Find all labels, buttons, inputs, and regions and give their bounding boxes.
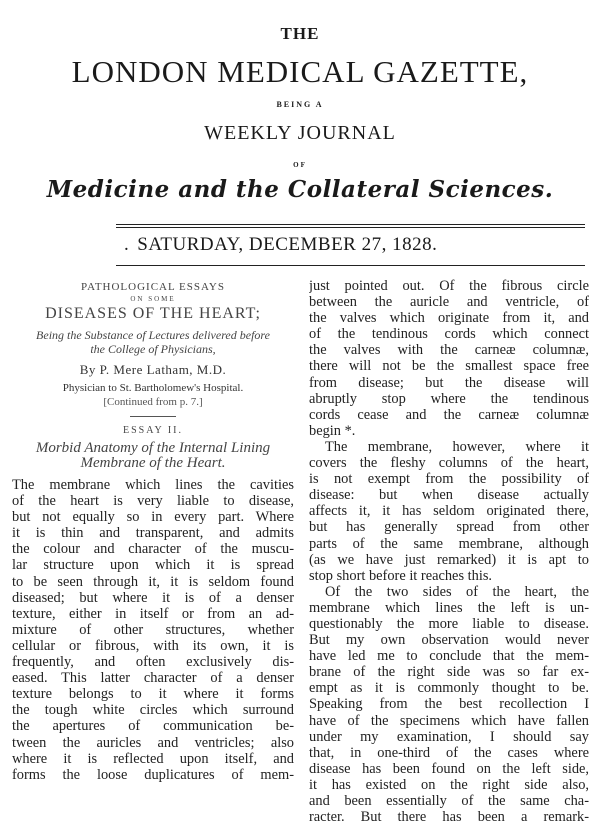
essay-title-line-2: Membrane of the Heart. (80, 455, 226, 471)
masthead-rule-top-double (116, 227, 585, 228)
masthead-subtitle: Medicine and the Collateral Sciences. (46, 176, 554, 203)
right-paragraph-3 (309, 584, 589, 825)
text-line: the apertures of communication be- (12, 718, 294, 735)
text-line: brane of the right side was so far ex- (309, 664, 589, 681)
essay-author: By P. Mere Latham, M.D. (79, 362, 227, 377)
text-line: frequently, and often exclusively dis- (12, 654, 294, 671)
essay-title-line-1: Morbid Anatomy of the Internal Lining (35, 440, 271, 456)
text-line: it is thin and transparent, and admits (12, 525, 294, 542)
text-line: eased. This latter character of a denser (12, 670, 294, 687)
masthead-title: LONDON MEDICAL GAZETTE, (71, 54, 529, 89)
text-line: to be seen through it, it is seldom found (12, 573, 294, 590)
text-line: disease: but when disease actually (309, 487, 589, 504)
continued-note: [Continued from p. 7.] (103, 396, 203, 408)
text-line: just pointed out. Of the fibrous circle (309, 278, 589, 294)
masthead-weekly-journal: WEEKLY JOURNAL (204, 122, 396, 144)
text-line: the colour and character of the muscu- (12, 541, 294, 558)
text-line: cords cease and the carneæ columnæ (309, 406, 589, 423)
text-line: stop short before it reaches this. (309, 567, 493, 584)
text-line: and been essentially of the same cha- (309, 793, 589, 809)
text-line: questionably the more liable to disease. (309, 615, 589, 632)
text-line: the tough white circles which surround (12, 702, 294, 719)
text-line: The membrane which lines the cavities (12, 477, 294, 493)
text-line: membrane which lines the left is un- (309, 599, 589, 616)
text-line: texture belongs to it where it forms (12, 686, 294, 703)
text-line: it has existed on the right side also, (309, 776, 589, 793)
text-line: but has generally spread from other (309, 519, 589, 536)
text-line: diseased; but where it is of a denser (12, 589, 294, 606)
text-line: But my own observation would never (309, 632, 589, 649)
right-paragraph-2 (309, 439, 589, 584)
text-line: that, in one-third of the cases where (309, 744, 589, 761)
essay-series-title: PATHOLOGICAL ESSAYS (80, 281, 225, 293)
masthead-being: BEING A (276, 100, 324, 109)
text-line: there will not be the smallest space free (309, 358, 589, 375)
text-line: begin *. (309, 422, 356, 439)
text-line: have led me to conclude that the mem- (309, 648, 589, 665)
text-line: the valves which originate from it, and (309, 310, 589, 327)
text-line: tween the auricles and ventricles; also (12, 734, 294, 751)
masthead-the: THE (280, 24, 320, 43)
masthead-rule-top (116, 224, 585, 225)
left-body-text (12, 477, 294, 783)
text-line: is not exempt from the possibility of (309, 471, 589, 488)
text-line: covers the fleshy columns of the heart, (309, 455, 589, 472)
essay-title (12, 441, 294, 471)
masthead-rule-bottom (116, 265, 585, 266)
essay-number: ESSAY II. (122, 425, 184, 436)
essay-on-some: ON SOME (130, 295, 176, 303)
author-affiliation: Physician to St. Bartholomew's Hospital. (62, 382, 244, 394)
right-column (309, 278, 589, 825)
text-line: but not equally so in every part. Where (12, 509, 294, 526)
text-line: texture, either in itself or from an ad- (12, 605, 294, 622)
text-line: between the auricle and ventricle, of (309, 294, 589, 311)
text-line: Of the two sides of the heart, the (325, 583, 589, 600)
text-line: from disease; but the disease will (309, 374, 589, 391)
text-line: lar structure upon which it is spread (12, 557, 294, 574)
left-column (12, 278, 294, 783)
text-line: affects it, it has seldom originated there, (309, 503, 589, 520)
right-paragraph-1 (309, 278, 589, 439)
text-line: empt as it is commonly thought to be. (309, 680, 589, 697)
masthead-of: OF (293, 161, 307, 169)
section-divider (130, 416, 176, 417)
essay-subtitle-line-1: Being the Substance of Lectures delivered before (36, 328, 270, 342)
text-line: cellular or fibrous, with its own, it is (12, 637, 294, 654)
essay-subtitle-line-2: the College of Physicians, (90, 342, 216, 356)
text-line: have of the specimens which have fallen (309, 712, 589, 729)
text-line: Speaking from the best recollection I (309, 696, 589, 713)
issue-date-text: SATURDAY, DECEMBER 27, 1828. (137, 234, 438, 255)
text-line: forms the loose duplicatures of mem- (12, 766, 294, 783)
text-line: abruptly stop where the tendinous (309, 390, 589, 407)
text-line: mixture of other structures, whether (12, 621, 294, 638)
text-line: of the heart is very liable to disease, (12, 493, 294, 510)
text-line: disease has been found on the left side, (309, 760, 589, 777)
essay-heading: DISEASES OF THE HEART; (45, 305, 261, 322)
text-line: racter. But there has been a remark- (309, 809, 589, 825)
text-line: (as we have just remarked) it is apt to (309, 551, 589, 568)
text-line: where it is reflected upon itself, and (12, 750, 294, 767)
text-line: under my examination, I should say (309, 728, 589, 745)
text-line: The membrane, however, where it (325, 438, 589, 455)
essay-subtitle (12, 328, 294, 356)
text-line: parts of the same membrane, although (309, 535, 589, 552)
text-line: of the tendinous cords which connect (309, 326, 589, 343)
issue-date (124, 234, 590, 256)
text-line: the valves with the carneæ columnæ, (309, 342, 589, 359)
date-bullet: . (124, 234, 130, 255)
